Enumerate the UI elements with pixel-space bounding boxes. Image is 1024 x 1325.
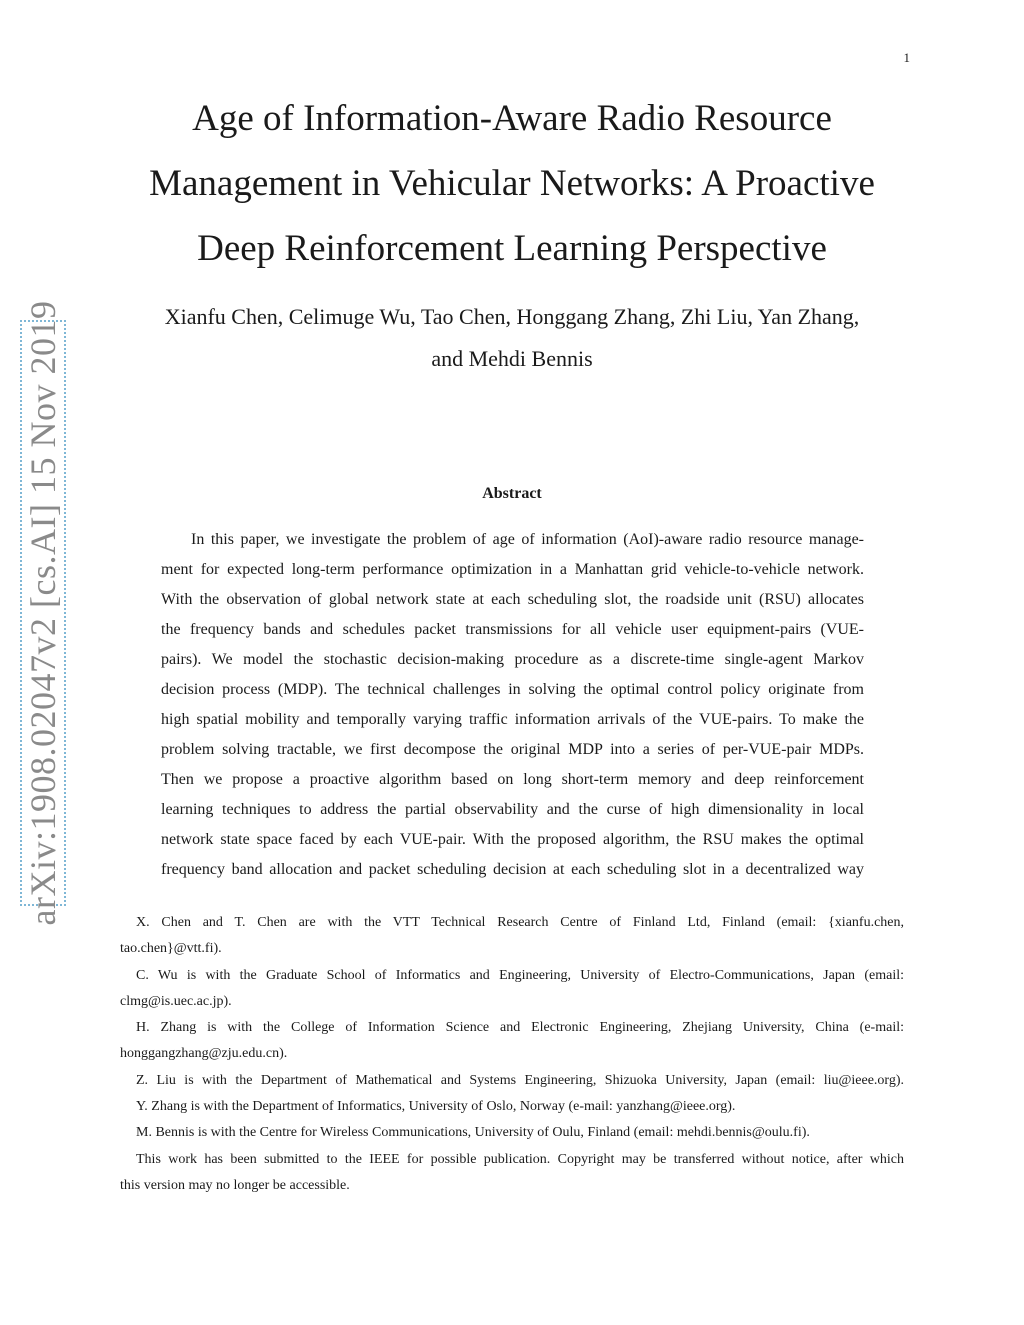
abstract-line: frequency band allocation and packet scheduling decision at each scheduling slot in a decentralized way (161, 861, 864, 878)
abstract-body (161, 525, 864, 885)
footnote-line: Z. Liu is with the Department of Mathematical and Systems Engineering, Shizuoka University, Japan (email: liu@ieee.org). (136, 1072, 904, 1088)
abstract-heading: Abstract (482, 485, 542, 502)
abstract-line: With the observation of global network state at each scheduling slot, the roadside unit (RSU) allocates (161, 591, 864, 608)
footnote-line: X. Chen and T. Chen are with the VTT Technical Research Centre of Finland Ltd, Finland (email: {xianfu.chen, (136, 915, 904, 930)
footnote-line: C. Wu is with the Graduate School of Informatics and Engineering, University of Electro-Communications, Japan (email: (136, 967, 904, 983)
arxiv-stamp[interactable] (20, 300, 66, 926)
footnotes (120, 910, 904, 1199)
title-line: Deep Reinforcement Learning Perspective (197, 228, 827, 269)
paper-title (100, 86, 924, 281)
page-number: 1 (903, 50, 910, 65)
title-line: Management in Vehicular Networks: A Proactive (149, 163, 875, 204)
author-line: Xianfu Chen, Celimuge Wu, Tao Chen, Honggang Zhang, Zhi Liu, Yan Zhang, (164, 304, 860, 329)
footnote-line: this version may no longer be accessible. (120, 1177, 350, 1193)
footnote-line: honggangzhang@zju.edu.cn). (120, 1046, 288, 1062)
abstract-line: pairs). We model the stochastic decision-making procedure as a discrete-time single-agent Markov (161, 651, 864, 668)
footnote-line: H. Zhang is with the College of Information Science and Electronic Engineering, Zhejiang University, China (e-mail: (136, 1020, 904, 1036)
title-line: Age of Information-Aware Radio Resource (192, 98, 832, 139)
author-line: and Mehdi Bennis (431, 346, 593, 371)
abstract-line: decision process (MDP). The technical challenges in solving the optimal control policy originate from (161, 681, 864, 698)
footnote-line: This work has been submitted to the IEEE for possible publication. Copyright may be transferred without notice, after which (136, 1151, 904, 1167)
arxiv-stamp-label: arXiv:1908.02047v2 [cs.AI] 15 Nov 2019 (23, 300, 63, 926)
abstract-line: In this paper, we investigate the problem of age of information (AoI)-aware radio resource manage- (191, 531, 864, 548)
abstract-line: high spatial mobility and temporally varying traffic information arrivals of the VUE-pairs. To make the (161, 711, 864, 728)
abstract-line: problem solving tractable, we first decompose the original MDP into a series of per-VUE-pair MDPs. (161, 741, 864, 758)
footnote-line: Y. Zhang is with the Department of Informatics, University of Oslo, Norway (e-mail: yanzhang@ieee.org). (136, 1099, 736, 1115)
abstract-line: network state space faced by each VUE-pair. With the proposed algorithm, the RSU makes the optimal (161, 831, 864, 848)
abstract-line: the frequency bands and schedules packet transmissions for all vehicle user equipment-pairs (VUE- (161, 621, 864, 638)
abstract-line: learning techniques to address the partial observability and the curse of high dimensionality in local (161, 801, 864, 818)
footnote-line: M. Bennis is with the Centre for Wireless Communications, University of Oulu, Finland (email: mehdi.bennis@oulu.fi). (136, 1125, 810, 1141)
author-list (100, 296, 924, 380)
footnote-line: clmg@is.uec.ac.jp). (120, 993, 232, 1009)
abstract-line: ment for expected long-term performance optimization in a Manhattan grid vehicle-to-vehicle network. (161, 561, 864, 578)
abstract-line: Then we propose a proactive algorithm based on long short-term memory and deep reinforcement (161, 771, 864, 788)
footnote-line: tao.chen}@vtt.fi). (120, 941, 222, 957)
